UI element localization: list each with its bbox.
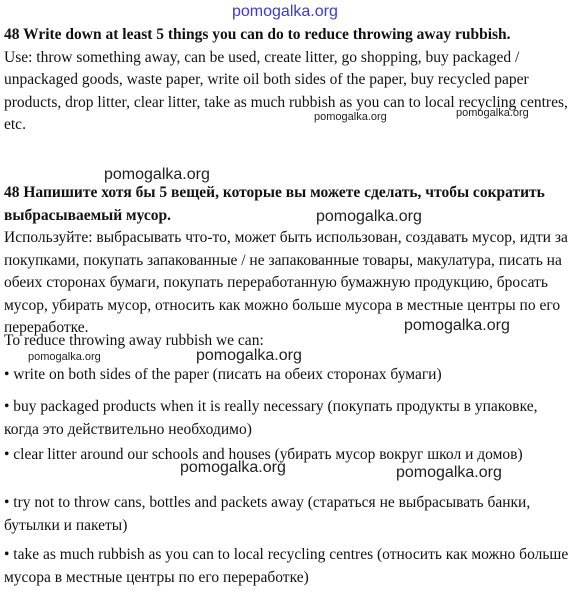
task-ru <box>4 182 576 340</box>
watermark: pomogalka.org <box>314 111 387 123</box>
watermark: pomogalka.org <box>404 317 510 334</box>
watermark: pomogalka.org <box>196 347 302 364</box>
task-ru-heading: 48 Напишите хотя бы 5 вещей, которые вы можете сделать, чтобы сократить выбрасываемый мусор. <box>4 184 545 224</box>
task-en <box>4 24 576 137</box>
task-ru-body: Используйте: выбрасывать что-то, может быть использован, создавать мусор, идти за покупками, покупать запакованные / не запакованные товары, макулатура, писать на обеих сторонах бумаги, покупать переработанную бумажную продукцию, бросать мусор, убирать мусор, относить как можно больше мусора в местные центры по его переработке. <box>4 229 568 336</box>
task-en-body: Use: throw something away, can be used, create litter, go shopping, buy packaged / unpackaged goods, waste paper, write oil both sides of the paper, buy recycled paper products, drop litter, clear litter, take as much rubbish as you can to local recycling centres, etc. <box>4 48 568 133</box>
answer-item: • write on both sides of the paper (писать на обеих сторонах бумаги) <box>4 366 442 383</box>
answer-item: • try not to throw cans, bottles and packets away (стараться не выбрасывать банки, бутылки и пакеты) <box>4 494 531 534</box>
watermark: pomogalka.org <box>456 107 529 119</box>
watermark: pomogalka.org <box>180 459 286 476</box>
answer-item: • take as much rubbish as you can to local recycling centres (относить как можно больше мусора в местные центры по его переработке) <box>4 546 569 586</box>
watermark: pomogalka.org <box>104 166 210 183</box>
task-en-heading: 48 Write down at least 5 things you can do to reduce throwing away rubbish. <box>4 26 511 43</box>
answer-item: • buy packaged products when it is really necessary (покупать продукты в упаковке, когда это действительно необходимо) <box>4 398 538 438</box>
watermark-top: pomogalka.org <box>232 3 338 20</box>
watermark: pomogalka.org <box>316 208 422 225</box>
watermark: pomogalka.org <box>28 351 101 363</box>
watermark: pomogalka.org <box>396 464 502 481</box>
answer-item: • clear litter around our schools and houses (убирать мусор вокруг школ и домов) <box>4 446 523 463</box>
answer-intro: To reduce throwing away rubbish we can: <box>4 332 264 349</box>
